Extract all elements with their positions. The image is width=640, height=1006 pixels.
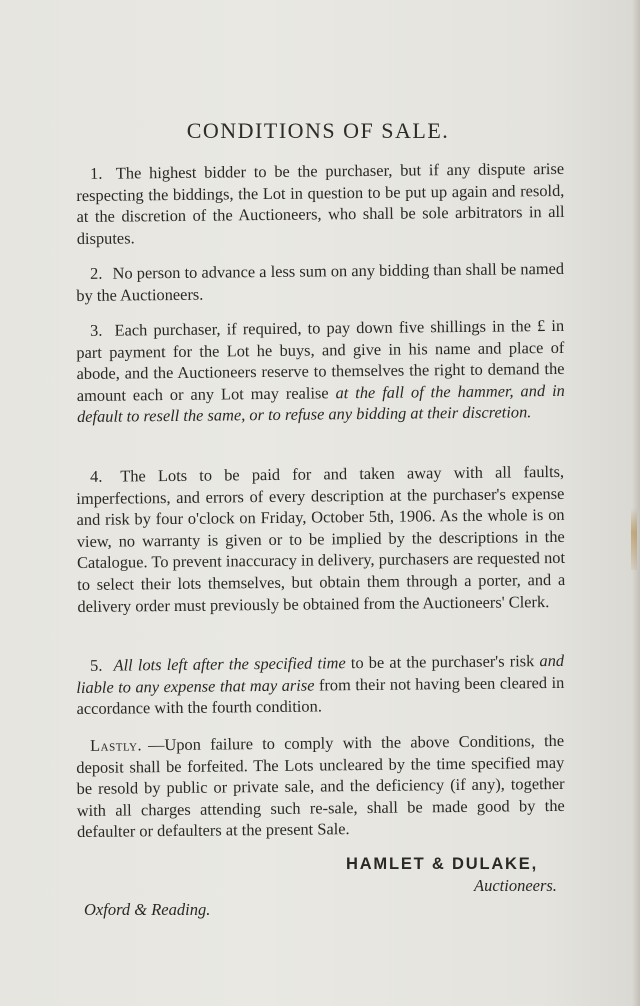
- condition-2: [76, 258, 564, 306]
- lastly-clause: [76, 730, 565, 843]
- auctioneer-name: HAMLET & DULAKE,: [346, 855, 538, 873]
- condition-4: [76, 461, 566, 617]
- page-title: CONDITIONS OF SALE.: [186, 118, 450, 143]
- condition-text: Each purchaser, if required, to pay down five shillings in the £ in part payment for the Lot he buys, and give in his name and place of abode, and the Auctioneers reserve to themselves the right to demand the amount each or any Lot may realise: [76, 315, 565, 405]
- condition-text-italic: at the fall of the hammer, and in default to resell the same, or to refuse any bidding at their discretion.: [76, 380, 565, 427]
- condition-3: [76, 315, 565, 428]
- paper-stain: [631, 508, 637, 570]
- condition-number: 2.: [90, 263, 103, 283]
- condition-number: 1.: [90, 163, 103, 183]
- condition-text-italic: and liable to any expense that may arise: [76, 650, 565, 697]
- condition-text: from their not having been cleared in accordance with the fourth condition.: [76, 672, 565, 719]
- condition-1: [76, 158, 565, 249]
- condition-text: The Lots to be paid for and taken away with all faults, imperfections, and errors of every description at the purchaser's expense and risk by four o'clock on Friday, October 5th, 1906. As the whole is on view, no warranty is given or to be implied by the descriptions in the Catalogue. To prevent inaccuracy in delivery, purchasers are requested not to select their lots themselves, but obtain them through a porter, and a delivery order must previously be obtained from the Auctioneers' Clerk.: [76, 461, 566, 616]
- lastly-text: —Upon failure to comply with the above Conditions, the deposit shall be forfeited. The Lots uncleared by the time specified may be resold by public or private sale, and the deficiency (if any), together with all charges attending such re-sale, shall be made good by the defaulter or defaulters at the present Sale.: [76, 730, 565, 842]
- place-line: Oxford & Reading.: [84, 900, 211, 919]
- condition-number: 4.: [90, 466, 103, 486]
- condition-text-italic: All lots left after the specified time: [113, 653, 346, 675]
- condition-5: [76, 650, 565, 720]
- auctioneer-role: Auctioneers.: [474, 876, 557, 895]
- condition-text: The highest bidder to be the purchaser, but if any dispute arise respecting the biddings, the Lot in question to be put up again and resold, at the discretion of the Auctioneers, who shall be sole arbitrators in all disputes.: [76, 158, 565, 248]
- condition-number: 3.: [90, 320, 103, 340]
- condition-number: 5.: [90, 655, 103, 675]
- lastly-label: Lastly.: [90, 735, 143, 755]
- condition-text: to be at the purchaser's risk: [350, 651, 535, 673]
- page-edge-shadow: [632, 0, 640, 1006]
- condition-text: No person to advance a less sum on any bidding than shall be named by the Auctioneers.: [76, 258, 565, 305]
